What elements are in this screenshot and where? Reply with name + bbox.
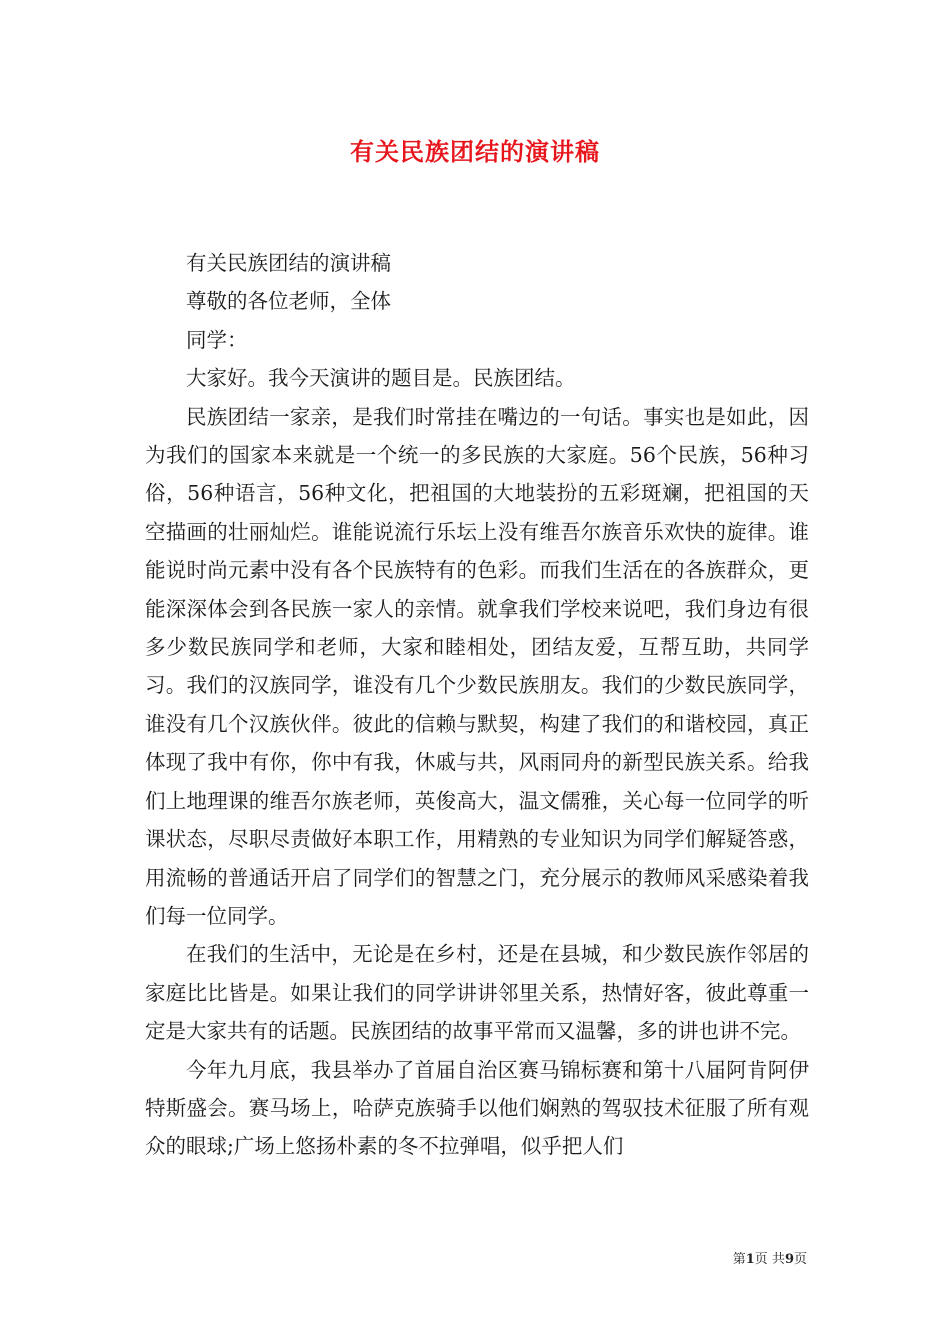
paragraph-body-1: 民族团结一家亲，是我们时常挂在嘴边的一句话。事实也是如此，因为我们的国家本来就是一个统一的多民族的大家庭。56个民族，56种习俗，56种语言，56种文化，把祖国的大地装扮的五彩斑斓，把祖国的天空描画的壮丽灿烂。谁能说流行乐坛上没有维吾尔族音乐欢快的旋律。谁能说时尚元素中没有各个民族特有的色彩。而我们生活在的各族群众，更能深深体会到各民族一家人的亲情。就拿我们学校来说吧，我们身边有很多少数民族同学和老师，大家和睦相处，团结友爱，互帮互助，共同学习。我们的汉族同学，谁没有几个少数民族朋友。我们的少数民族同学，谁没有几个汉族伙伴。彼此的信赖与默契，构建了我们的和谐校园，真正体现了我中有你，你中有我，休戚与共，风雨同舟的新型民族关系。给我们上地理课的维吾尔族老师，英俊高大，温文儒雅，关心每一位同学的听课状态，尽职尽责做好本职工作，用精熟的专业知识为同学们解疑答惑，用流畅的普通话开启了同学们的智慧之门，充分展示的教师风采感染着我们每一位同学。 bbox=[145, 404, 809, 928]
paragraph-body-3: 今年九月底，我县举办了首届自治区赛马锦标赛和第十八届阿肯阿伊特斯盛会。赛马场上，哈萨克族骑手以他们娴熟的驾驭技术征服了所有观众的眼球;广场上悠扬朴素的冬不拉弹唱，似乎把人们 bbox=[145, 1057, 809, 1159]
paragraph-greeting: 大家好。我今天演讲的题目是。民族团结。 bbox=[186, 366, 576, 391]
paragraph-salutation: 尊敬的各位老师，全体 bbox=[186, 289, 391, 314]
paragraph-body-2: 在我们的生活中，无论是在乡村，还是在县城，和少数民族作邻居的家庭比比皆是。如果让我们的同学讲讲邻里关系，热情好客，彼此尊重一定是大家共有的话题。民族团结的故事平常而又温馨，多的讲也讲不完。 bbox=[145, 942, 809, 1044]
footer-total-pages: 9 bbox=[784, 1252, 794, 1267]
footer-page-number: 1 bbox=[745, 1252, 755, 1267]
paragraph-salutation-cont: 同学： bbox=[186, 327, 248, 352]
document-body bbox=[145, 244, 809, 1166]
footer-suffix: 页 bbox=[793, 1252, 807, 1267]
footer-prefix: 第 bbox=[732, 1252, 746, 1267]
footer-middle: 页 共 bbox=[754, 1252, 785, 1267]
document-title: 有关民族团结的演讲稿 bbox=[350, 137, 600, 166]
page-footer bbox=[733, 1248, 807, 1267]
paragraph-heading: 有关民族团结的演讲稿 bbox=[186, 251, 391, 275]
